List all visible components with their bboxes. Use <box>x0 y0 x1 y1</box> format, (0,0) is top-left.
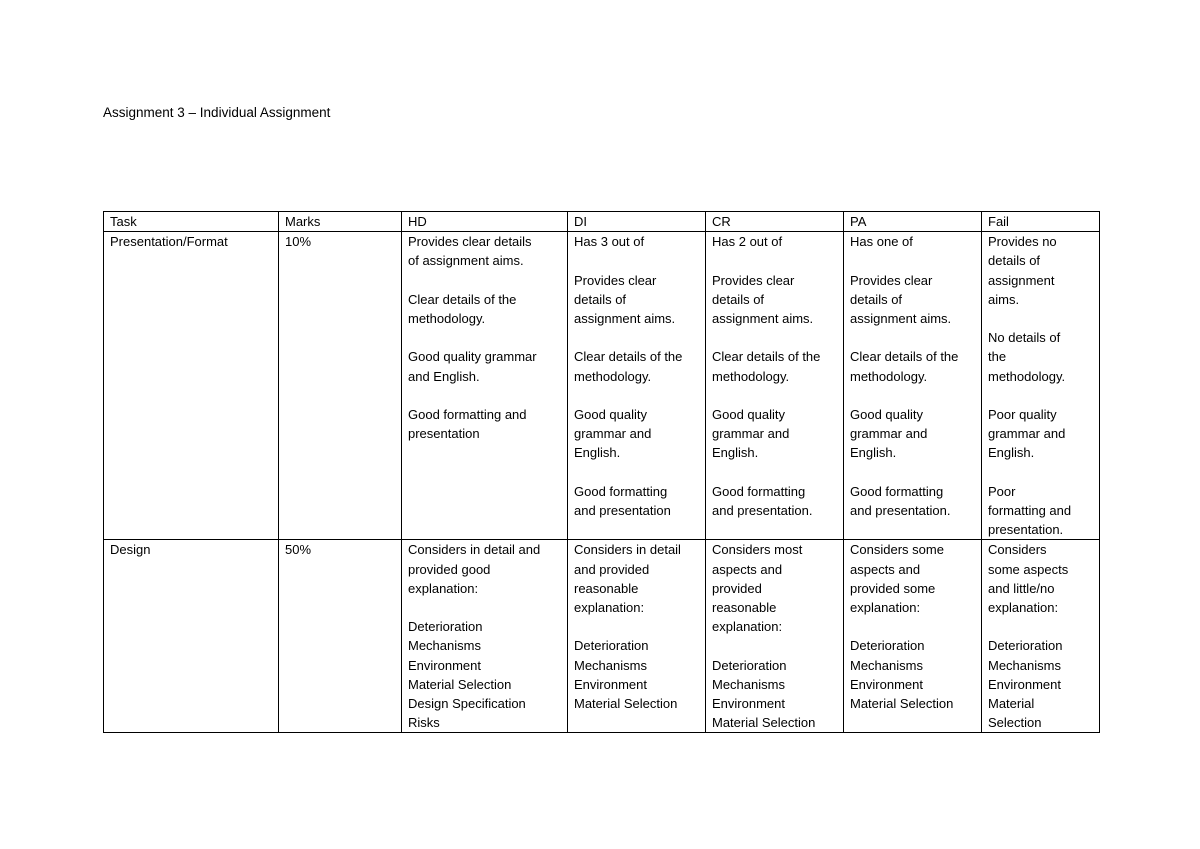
criteria-line: Good formatting <box>712 483 806 499</box>
criteria-paragraph <box>712 482 838 520</box>
criteria-line: Mechanisms <box>988 657 1061 673</box>
criteria-line: Good formatting <box>850 483 944 499</box>
criteria-line: Clear details of the <box>574 349 683 365</box>
criteria-line: explanation: <box>712 619 783 635</box>
criteria-paragraph <box>408 347 562 385</box>
criteria-cell-hd <box>402 232 568 540</box>
criteria-line: presentation. <box>988 522 1064 538</box>
criteria-line: details of <box>988 253 1041 269</box>
criteria-line: Has 3 out of <box>574 234 645 250</box>
criteria-paragraph <box>988 540 1094 617</box>
criteria-line: methodology. <box>408 311 486 326</box>
criteria-line: Good quality <box>850 406 923 422</box>
criteria-line: grammar and <box>850 426 928 442</box>
header-cell-pa: PA <box>844 212 982 232</box>
criteria-line: methodology. <box>850 368 928 384</box>
criteria-line: Good quality <box>574 406 647 422</box>
rubric-table <box>103 211 1100 733</box>
criteria-line: aspects and <box>712 561 783 577</box>
document-title: Assignment 3 – Individual Assignment <box>103 105 331 120</box>
criteria-paragraph <box>988 636 1094 732</box>
criteria-line: grammar and <box>712 426 790 442</box>
criteria-cell-hd <box>402 540 568 733</box>
criteria-line: explanation: <box>408 580 479 596</box>
criteria-line: grammar and <box>988 426 1066 442</box>
criteria-line: assignment aims. <box>574 311 676 326</box>
criteria-line: assignment aims. <box>712 311 814 326</box>
criteria-line: Poor <box>988 483 1016 499</box>
criteria-line: explanation: <box>574 600 645 616</box>
criteria-line: Deterioration <box>712 657 787 673</box>
criteria-line: Clear details of the <box>850 349 959 365</box>
criteria-line: assignment <box>988 272 1055 288</box>
criteria-line: reasonable <box>712 600 777 616</box>
criteria-paragraph <box>408 540 562 598</box>
criteria-paragraph <box>988 482 1094 540</box>
criteria-line: details of <box>712 291 765 307</box>
criteria-line: some aspects <box>988 561 1069 577</box>
criteria-cell-pa <box>844 540 982 733</box>
header-cell-marks: Marks <box>279 212 402 232</box>
criteria-paragraph <box>850 540 976 617</box>
criteria-paragraph <box>712 232 838 251</box>
criteria-line: Environment <box>712 696 785 712</box>
criteria-paragraph <box>408 232 562 270</box>
header-cell-fail: Fail <box>982 212 1100 232</box>
criteria-line: Good formatting and <box>408 406 527 422</box>
criteria-line: and presentation. <box>712 502 813 518</box>
criteria-line: Considers in detail <box>574 542 681 558</box>
criteria-line: Poor quality <box>988 407 1057 422</box>
criteria-line: Good quality <box>712 406 785 422</box>
criteria-paragraph <box>988 232 1094 309</box>
criteria-line: English. <box>988 445 1035 461</box>
criteria-paragraph <box>574 347 700 385</box>
criteria-line: methodology. <box>712 368 790 384</box>
criteria-cell-cr <box>706 540 844 733</box>
criteria-cell-fail <box>982 232 1100 540</box>
criteria-paragraph <box>408 405 562 443</box>
criteria-line: Material Selection <box>850 696 954 712</box>
criteria-line: Clear details of the <box>712 349 821 365</box>
criteria-line: Deterioration <box>850 638 925 654</box>
criteria-cell-cr <box>706 232 844 540</box>
criteria-cell-pa <box>844 232 982 540</box>
criteria-line: Selection <box>988 715 1042 731</box>
criteria-line: English. <box>850 445 897 461</box>
criteria-paragraph <box>574 405 700 463</box>
table-row <box>104 232 1100 540</box>
criteria-line: aspects and <box>850 561 921 577</box>
criteria-line: Considers <box>988 542 1047 558</box>
criteria-paragraph <box>574 636 700 713</box>
criteria-line: Material Selection <box>712 715 816 731</box>
criteria-line: Provides clear <box>712 272 795 288</box>
criteria-line: methodology. <box>574 368 652 384</box>
criteria-line: Considers in detail and <box>408 542 541 558</box>
criteria-line: provided some <box>850 580 936 596</box>
criteria-line: Good formatting <box>574 483 668 499</box>
criteria-paragraph <box>574 232 700 251</box>
criteria-line: details of <box>850 291 903 307</box>
criteria-paragraph <box>850 232 976 251</box>
header-cell-cr: CR <box>706 212 844 232</box>
criteria-line: Provides no <box>988 234 1057 250</box>
criteria-line: Design Specification <box>408 696 526 712</box>
criteria-line: Deterioration <box>408 619 483 635</box>
criteria-line: Clear details of the <box>408 291 517 307</box>
criteria-line: and English. <box>408 368 480 384</box>
criteria-line: Material Selection <box>408 676 512 692</box>
criteria-line: Mechanisms <box>850 657 923 673</box>
rubric-body <box>104 212 1100 733</box>
criteria-line: Deterioration <box>988 638 1063 654</box>
criteria-line: provided good <box>408 561 491 577</box>
criteria-cell-di <box>568 540 706 733</box>
criteria-line: No details of <box>988 330 1061 346</box>
criteria-line: explanation: <box>988 600 1059 616</box>
criteria-line: Deterioration <box>574 638 649 654</box>
criteria-line: Provides clear <box>574 272 657 288</box>
criteria-paragraph <box>850 271 976 329</box>
task-cell: Design <box>104 540 279 733</box>
header-cell-hd: HD <box>402 212 568 232</box>
criteria-line: Mechanisms <box>574 657 647 673</box>
criteria-line: provided <box>712 580 762 596</box>
criteria-paragraph <box>712 656 838 733</box>
criteria-line: Provides clear details <box>408 234 532 250</box>
criteria-line: of assignment aims. <box>408 253 524 269</box>
criteria-line: Mechanisms <box>408 638 481 654</box>
criteria-line: presentation <box>408 426 480 442</box>
criteria-line: the <box>988 349 1007 365</box>
criteria-line: grammar and <box>574 426 652 442</box>
criteria-paragraph <box>574 540 700 617</box>
criteria-line: Environment <box>408 657 481 673</box>
header-cell-task: Task <box>104 212 279 232</box>
marks-cell: 10% <box>279 232 402 540</box>
criteria-paragraph <box>712 347 838 385</box>
task-cell: Presentation/Format <box>104 232 279 540</box>
criteria-paragraph <box>574 271 700 329</box>
criteria-paragraph <box>712 271 838 329</box>
criteria-paragraph <box>988 328 1094 386</box>
criteria-line: reasonable <box>574 580 639 596</box>
criteria-line: assignment aims. <box>850 311 952 326</box>
criteria-line: Considers most <box>712 542 803 558</box>
criteria-line: and provided <box>574 561 650 577</box>
criteria-paragraph <box>712 540 838 636</box>
table-row <box>104 540 1100 733</box>
criteria-line: explanation: <box>850 600 921 616</box>
criteria-line: aims. <box>988 291 1020 307</box>
criteria-line: and presentation <box>574 502 671 518</box>
criteria-line: Has 2 out of <box>712 234 783 250</box>
criteria-line: Material <box>988 696 1035 712</box>
header-cell-di: DI <box>568 212 706 232</box>
criteria-line: Mechanisms <box>712 676 785 692</box>
criteria-paragraph <box>850 347 976 385</box>
criteria-paragraph <box>408 617 562 732</box>
criteria-line: formatting and <box>988 503 1072 518</box>
criteria-paragraph <box>712 405 838 463</box>
criteria-line: English. <box>712 445 759 461</box>
criteria-cell-di <box>568 232 706 540</box>
criteria-line: methodology. <box>988 368 1066 384</box>
criteria-line: Has one of <box>850 234 913 250</box>
criteria-line: details of <box>574 291 627 307</box>
criteria-cell-fail <box>982 540 1100 733</box>
criteria-line: English. <box>574 445 621 461</box>
criteria-paragraph <box>850 636 976 713</box>
criteria-line: Risks <box>408 715 440 731</box>
criteria-line: Material Selection <box>574 696 678 712</box>
criteria-paragraph <box>850 405 976 463</box>
criteria-line: Environment <box>988 676 1061 692</box>
criteria-line: Considers some <box>850 542 944 558</box>
criteria-line: Good quality grammar <box>408 349 537 365</box>
criteria-line: Provides clear <box>850 272 933 288</box>
header-row <box>104 212 1100 232</box>
criteria-line: Environment <box>850 676 923 692</box>
criteria-line: and presentation. <box>850 502 951 518</box>
criteria-paragraph <box>574 482 700 520</box>
marks-cell: 50% <box>279 540 402 733</box>
criteria-paragraph <box>850 482 976 520</box>
criteria-paragraph <box>988 405 1094 463</box>
criteria-paragraph <box>408 290 562 328</box>
criteria-line: and little/no <box>988 580 1055 596</box>
criteria-line: Environment <box>574 676 647 692</box>
